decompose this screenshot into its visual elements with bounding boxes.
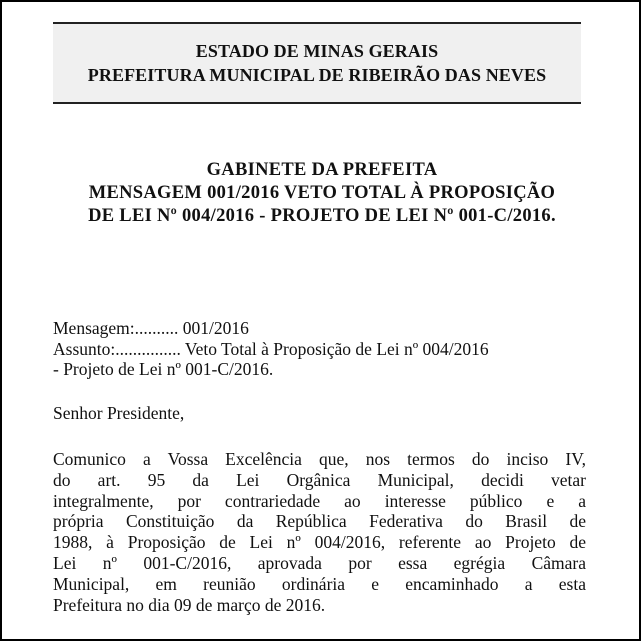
body-line: Lei nº 001-C/2016, aprovada por essa egrégia Câmara xyxy=(53,552,586,573)
letterhead-state: ESTADO DE MINAS GERAIS xyxy=(195,41,439,61)
salutation: Senhor Presidente, xyxy=(53,403,185,423)
meta-assunto-continuation: - Projeto de Lei nº 001-C/2016. xyxy=(53,359,274,379)
body-line: própria Constituição da República Federativa do Brasil de xyxy=(53,511,586,532)
document-title xyxy=(42,159,602,228)
message-metadata xyxy=(53,318,593,380)
title-bill: DE LEI Nº 004/2016 - PROJETO DE LEI Nº 001-C/2016. xyxy=(88,206,556,226)
body-line: do art. 95 da Lei Orgânica Municipal, decidi vetar xyxy=(53,469,586,490)
title-office: GABINETE DA PREFEITA xyxy=(206,160,438,180)
title-message: MENSAGEM 001/2016 VETO TOTAL À PROPOSIÇÃO xyxy=(88,183,556,203)
body-line: integralmente, por contrariedade ao interesse público e a xyxy=(53,490,586,511)
meta-assunto: Assunto:............... Veto Total à Proposição de Lei nº 004/2016 xyxy=(53,338,489,359)
letterhead-box xyxy=(53,22,581,104)
body-line: Municipal, em reunião ordinária e encaminhado a esta xyxy=(53,573,586,594)
body-line: Comunico a Vossa Excelência que, nos termos do inciso IV, xyxy=(53,449,586,469)
meta-mensagem: Mensagem:.......... 001/2016 xyxy=(53,318,249,338)
body-line: Prefeitura no dia 09 de março de 2016. xyxy=(53,594,326,615)
body-line: 1988, à Proposição de Lei nº 004/2016, referente ao Projeto de xyxy=(53,532,586,553)
body-paragraph xyxy=(53,449,586,615)
letterhead-municipality: PREFEITURA MUNICIPAL DE RIBEIRÃO DAS NEVES xyxy=(87,65,547,85)
